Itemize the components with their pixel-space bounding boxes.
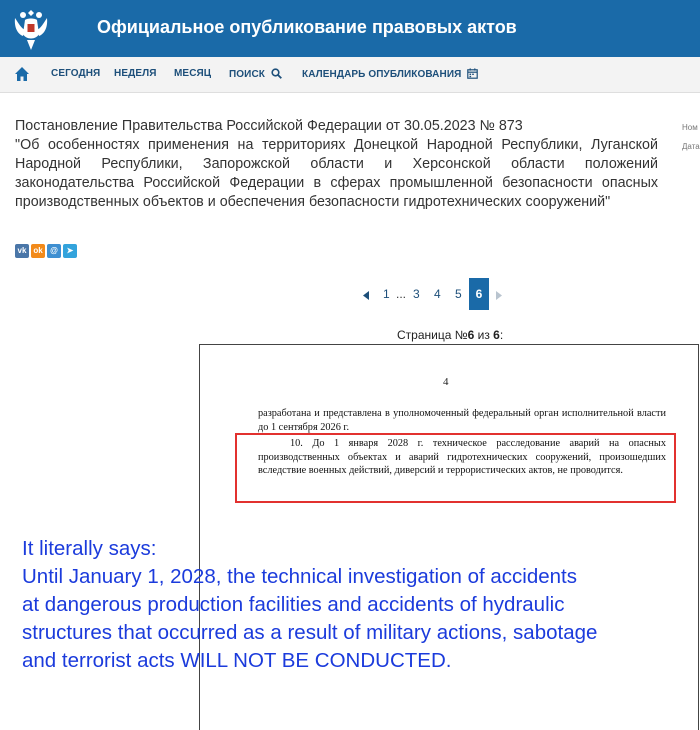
odnoklassniki-icon[interactable]: ok [31, 244, 45, 258]
highlight-box [235, 433, 676, 503]
share-buttons [15, 240, 79, 254]
sidebar-label-date: Дата [682, 142, 700, 151]
annotation-line: It literally says: [22, 537, 157, 560]
act-title-body: "Об особенностях применения на территориях Донецкой Народной Республики, Луганской Народной Республики, Запорожской области и Херсонской области положений законодательства Российской Федерации в сферах промышленной безопасности опасных производственных объектов и обеспечения безопасности гидротехнических сооружений" [15, 137, 658, 210]
act-title [15, 117, 658, 212]
coat-of-arms-icon[interactable] [9, 6, 53, 52]
nav-calendar-label: КАЛЕНДАРЬ ОПУБЛИКОВАНИЯ [302, 69, 462, 80]
annotation-line: Until January 1, 2028, the technical investigation of accidents [22, 565, 577, 588]
page-link-4[interactable]: 4 [434, 287, 441, 301]
page-link-1[interactable]: 1 [383, 287, 390, 301]
vk-icon[interactable]: vk [15, 244, 29, 258]
page-link-5[interactable]: 5 [455, 287, 462, 301]
nav-item-today[interactable]: СЕГОДНЯ [51, 68, 101, 79]
home-icon[interactable] [14, 66, 30, 82]
page-caption-current: 6 [467, 328, 475, 342]
document-paragraph: разработана и представлена в уполномоченный федеральный орган исполнительной власти до 1 сентября 2026 г. [258, 408, 666, 433]
page-current[interactable]: 6 [469, 278, 489, 310]
page-caption-total: 6 [493, 328, 500, 342]
page-link-3[interactable]: 3 [413, 287, 420, 301]
triangle-left-icon[interactable] [363, 291, 370, 300]
triangle-right-icon[interactable] [495, 291, 502, 300]
nav-item-week[interactable]: НЕДЕЛЯ [114, 68, 157, 79]
document-page-number: 4 [443, 376, 449, 388]
nav-item-calendar[interactable] [302, 68, 478, 80]
annotation-line: structures that occurred as a result of military actions, sabotage [22, 621, 598, 644]
main-nav [0, 57, 700, 93]
nav-item-month[interactable]: МЕСЯЦ [174, 68, 212, 79]
act-title-line: Постановление Правительства Российской Федерации от 30.05.2023 № 873 [15, 118, 523, 134]
page-caption-prefix: Страница № [397, 328, 468, 342]
page-caption-mid: из [474, 328, 494, 342]
moimir-icon[interactable]: @ [47, 244, 61, 258]
calendar-icon [467, 68, 478, 79]
annotation-text [22, 535, 692, 675]
annotation-line: and terrorist acts WILL NOT BE CONDUCTED. [22, 649, 452, 672]
site-title[interactable]: Официальное опубликование правовых актов [97, 17, 517, 37]
page-caption-suffix: : [499, 328, 504, 342]
page-caption [397, 328, 503, 342]
telegram-icon[interactable]: ➤ [63, 244, 77, 258]
nav-item-search[interactable] [229, 68, 282, 80]
nav-search-label: ПОИСК [229, 69, 265, 80]
site-header [0, 0, 700, 57]
sidebar-label-number: Ном [682, 123, 698, 132]
annotation-line: at dangerous production facilities and accidents of hydraulic [22, 593, 565, 616]
search-icon [271, 68, 282, 79]
page-ellipsis: ... [396, 287, 407, 301]
document-paragraph-highlighted: 10. До 1 января 2028 г. техническое расследование аварий на опасных производственных объектах и аварий гидротехнических сооружений, произошедших вследствие военных действий, диверсий и террористических актов, не проводится. [258, 438, 666, 476]
